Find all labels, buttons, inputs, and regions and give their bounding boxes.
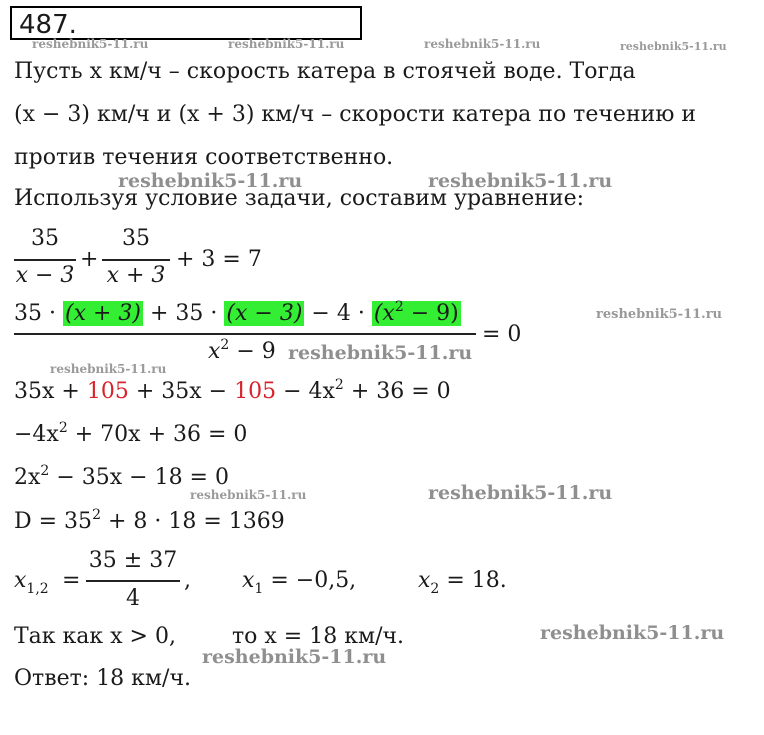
eq6-exponent: 2 [92, 507, 101, 523]
fraction-2-numerator: 35 [122, 226, 150, 251]
fraction-2-denominator: x + 3 [106, 263, 166, 288]
hl3-base: (x [373, 301, 395, 326]
highlight-2: (x − 3) [226, 301, 303, 326]
watermark: reshebnik5-11.ru [540, 622, 725, 644]
lhs-var: x [14, 568, 27, 593]
eq3-term: + 35x − [128, 379, 235, 404]
watermark: reshebnik5-11.ru [50, 362, 167, 376]
roots-equals: = [62, 568, 81, 593]
watermark: reshebnik5-11.ru [424, 37, 541, 51]
root-x1 [242, 568, 357, 597]
den-tail: − 9 [229, 339, 276, 364]
x1-var: x [242, 568, 255, 593]
x1-subscript: 1 [254, 581, 264, 597]
roots-comma: , [184, 568, 191, 593]
problem-number-box [10, 6, 362, 40]
red-term-1: 105 [86, 379, 129, 404]
roots-numerator: 35 ± 37 [88, 548, 178, 573]
equation-1-rest: + 3 = 7 [176, 247, 262, 272]
eq3-term: + 36 = 0 [343, 379, 451, 404]
eq5-term: 2x [14, 465, 41, 490]
problem-number: 487. [19, 10, 77, 40]
x2-value: = 18. [439, 568, 507, 593]
equation-2-rhs: = 0 [482, 322, 522, 347]
plus-sign: + [80, 247, 99, 272]
watermark: reshebnik5-11.ru [32, 37, 149, 51]
numerator-term: − 4 · [311, 301, 365, 326]
lhs-subscript: 1,2 [26, 581, 49, 597]
fraction-1-denominator: x − 3 [15, 263, 75, 288]
text-line-4: Используя условие задачи, составим уравнение: [14, 186, 585, 211]
text-line-3: против течения соответственно. [14, 145, 394, 170]
eq6-term: + 8 · 18 = 1369 [100, 509, 285, 534]
x1-value: = −0,5, [263, 568, 357, 593]
red-term-2: 105 [234, 379, 277, 404]
roots-bar [86, 580, 180, 582]
eq4-term: −4x [14, 422, 59, 447]
eq4-exponent: 2 [58, 420, 68, 436]
hl3-exponent: 2 [394, 299, 404, 315]
eq5-exponent: 2 [40, 463, 50, 479]
watermark: reshebnik5-11.ru [428, 482, 613, 504]
equation-5 [14, 463, 229, 490]
text-line-1: Пусть x км/ч – скорость катера в стоячей воде. Тогда [14, 59, 636, 84]
numerator-term: + 35 · [149, 301, 218, 326]
watermark: reshebnik5-11.ru [190, 488, 307, 502]
root-x2 [418, 568, 507, 597]
x2-subscript: 2 [430, 581, 440, 597]
answer: Ответ: 18 км/ч. [14, 666, 191, 691]
conclusion-result: то x = 18 км/ч. [232, 624, 405, 649]
eq3-term: − 4x [276, 379, 335, 404]
conclusion-condition: Так как x > 0, [14, 624, 176, 649]
watermark: reshebnik5-11.ru [118, 170, 303, 192]
watermark: reshebnik5-11.ru [428, 170, 613, 192]
equation-2-bar [14, 333, 476, 335]
watermark: reshebnik5-11.ru [596, 307, 723, 322]
den-base: x [208, 339, 221, 364]
highlight-3 [372, 301, 461, 326]
x2-var: x [418, 568, 431, 593]
fraction-1-bar [14, 259, 76, 261]
fraction-1-numerator: 35 [31, 226, 59, 251]
equation-3 [14, 377, 451, 404]
highlight-1: (x + 3) [64, 301, 141, 326]
equation-2-numerator [14, 299, 461, 326]
numerator-term: 35 · [14, 301, 56, 326]
eq3-exponent: 2 [334, 377, 344, 393]
hl3-tail: − 9) [403, 301, 459, 326]
text-line-2: (x − 3) км/ч и (x + 3) км/ч – скорости катера по течению и [14, 102, 697, 127]
roots-denominator: 4 [126, 586, 140, 611]
watermark: reshebnik5-11.ru [202, 646, 387, 668]
watermark: reshebnik5-11.ru [620, 40, 727, 53]
eq4-term: + 70x + 36 = 0 [67, 422, 248, 447]
den-exponent: 2 [220, 337, 230, 353]
watermark: reshebnik5-11.ru [228, 37, 345, 51]
eq5-term: − 35x − 18 = 0 [49, 465, 229, 490]
equation-6-discriminant [14, 507, 285, 534]
eq6-term: D = 35 [14, 509, 93, 534]
equation-2-denominator [208, 337, 276, 364]
roots-lhs [14, 568, 49, 597]
eq3-term: 35x + [14, 379, 87, 404]
equation-4 [14, 420, 248, 447]
fraction-2-bar [102, 259, 170, 261]
watermark: reshebnik5-11.ru [288, 342, 473, 364]
